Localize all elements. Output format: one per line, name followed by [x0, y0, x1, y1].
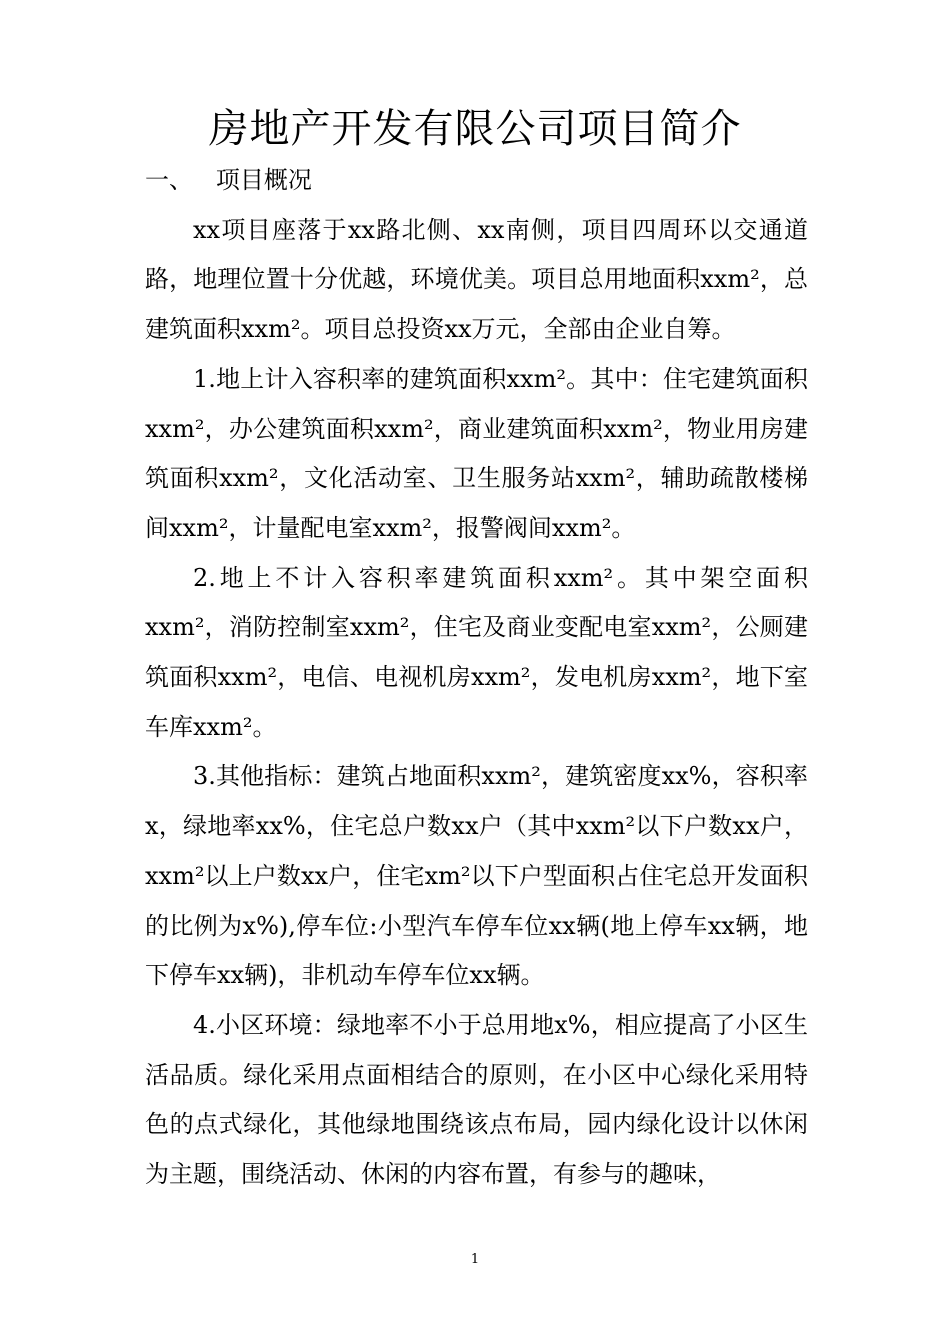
paragraph-item-2: 2.地上不计入容积率建筑面积xxm²。其中架空面积xxm²，消防控制室xxm²，住宅及商业变配电室xxm²，公厕建筑面积xxm²，电信、电视机房xxm²，发电机房xxm²，地下室车库xxm²。 [145, 563, 808, 741]
paragraph-item-1: 1.地上计入容积率的建筑面积xxm²。其中：住宅建筑面积xxm²，办公建筑面积xxm²，商业建筑面积xxm²，物业用房建筑面积xxm²，文化活动室、卫生服务站xxm²，辅助疏散楼梯间xxm²，计量配电室xxm²，报警阀间xxm²。 [145, 364, 808, 542]
paragraph-overview: xx项目座落于xx路北侧、xx南侧，项目四周环以交通道路，地理位置十分优越，环境优美。项目总用地面积xxm²，总建筑面积xxm²。项目总投资xx万元，全部由企业自筹。 [145, 215, 808, 344]
document-body [145, 156, 808, 1200]
paragraph-item-4: 4.小区环境：绿地率不小于总用地x%，相应提高了小区生活品质。绿化采用点面相结合的原则，在小区中心绿化采用特色的点式绿化，其他绿地围绕该点布局，园内绿化设计以休闲为主题，围绕活动、休闲的内容布置，有参与的趣味， [145, 1010, 808, 1189]
page-number: 1 [470, 1252, 480, 1267]
paragraph-item-3: 3.其他指标：建筑占地面积xxm²，建筑密度xx%，容积率x，绿地率xx%，住宅总户数xx户（其中xxm²以下户数xx户，xxm²以上户数xx户，住宅xm²以下户型面积占住宅总开发面积的比例为x%),停车位:小型汽车停车位xx辆(地上停车xx辆，地下停车xx辆)，非机动车停车位xx辆。 [145, 762, 808, 990]
section-heading: 一、 项目概况 [145, 166, 312, 194]
document-title: 房地产开发有限公司项目简介 [208, 105, 742, 152]
